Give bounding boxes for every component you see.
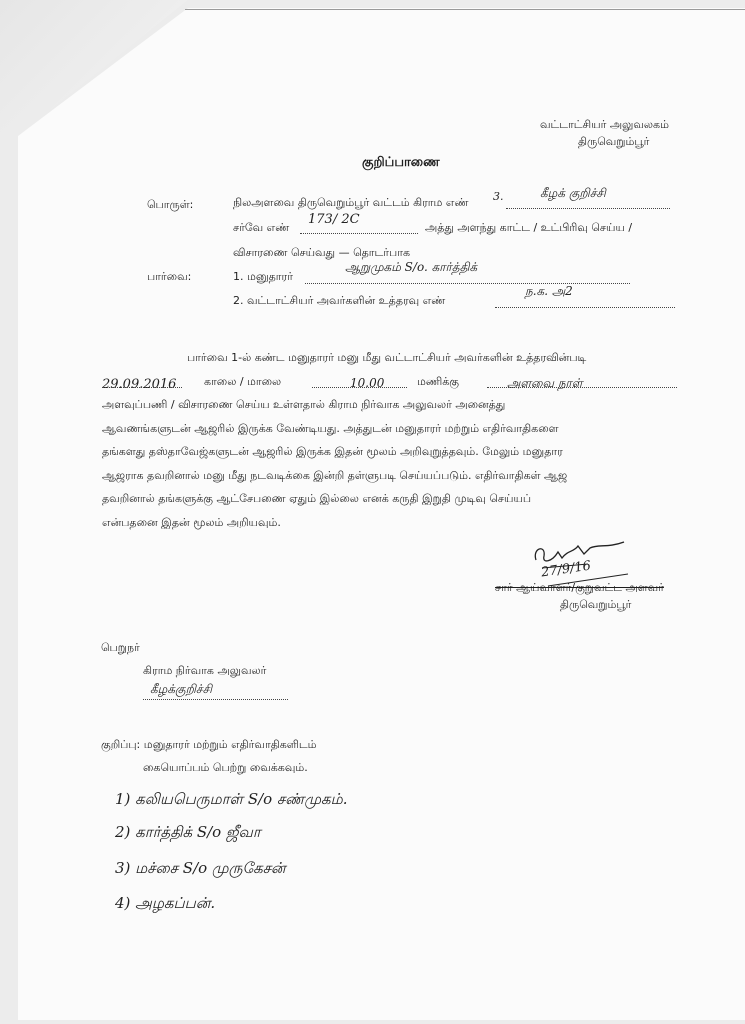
order-number: ந.க. அ2 — [525, 284, 573, 298]
note-line2: கையொப்பம் பெற்று வைக்கவும். — [143, 761, 308, 774]
hearing-date: 29.09.2016 — [102, 376, 177, 392]
body-line-5: தங்களது தஸ்தாவேஜ்களுடன் ஆஜரில் இருக்க இதன் மூலம் அறிவுறுத்தவும். மேலும் மனுதார — [102, 445, 563, 458]
survey-label: சர்வே எண் — [233, 221, 290, 234]
note-line1: குறிப்பு: மனுதாரர் மற்றும் எதிர்வாதிகளிடம் — [101, 738, 317, 751]
petitioner-dots — [305, 283, 630, 284]
order-dots — [495, 307, 675, 308]
body-line-1: பார்வை 1-ல் கண்ட மனுதாரர் மனு மீது வட்டாட்சியர் அவர்களின் உத்தரவின்படி — [187, 351, 587, 364]
hearing-place: அளவை நாள் — [507, 375, 583, 390]
signature-date: 27/9/16 — [540, 558, 592, 581]
reference-label: பார்வை: — [147, 270, 192, 283]
date-dots — [102, 387, 182, 388]
handwritten-item-1: 1) கலியபெருமாள் S/o சண்முகம். — [115, 790, 348, 808]
petitioner-name: ஆறுமுகம் S/o. கார்த்திக் — [345, 260, 478, 274]
recipient-label: பெறுநர் — [101, 641, 140, 654]
handwritten-item-3: 3) மச்சை S/o முருகேசன் — [115, 859, 286, 877]
signatory-place: திருவெறும்பூர் — [560, 598, 632, 611]
hearing-time: 10.00 — [350, 375, 385, 390]
village-name-dots — [506, 208, 670, 209]
recipient-line1: கிராம நிர்வாக அலுவலர் — [143, 664, 267, 677]
office-place: திருவெறும்பூர் — [578, 135, 650, 148]
village-number: 3. — [493, 190, 504, 203]
recipient-dots — [143, 699, 288, 700]
handwritten-item-4: 4) அழகப்பன். — [115, 894, 216, 912]
office-name: வட்டாட்சியர் அலுவலகம் — [540, 118, 669, 131]
subject-line2-suffix: அத்து அளந்து காட்ட / உட்பிரிவு செய்ய / — [425, 221, 633, 234]
reference-item1: 1. மனுதாரர் — [233, 270, 293, 283]
body-line-6: ஆஜராக தவறினால் மனு மீது நடவடிக்கை இன்றி தள்ளுபடி செய்யப்படும். எதிர்வாதிகள் ஆஜ — [102, 468, 568, 482]
hour-word: மணிக்கு — [417, 374, 459, 388]
body-line-7: தவறினால் தங்களுக்கு ஆட்சேபணை ஏதும் இல்லை எனக் கருதி இறுதி முடிவு செய்யப் — [102, 492, 532, 505]
survey-number: 173/ 2C — [308, 212, 360, 227]
document-title: குறிப்பாணை — [362, 155, 440, 170]
handwritten-item-2: 2) கார்த்திக் S/o ஜீவா — [115, 823, 261, 841]
body-line-2 — [102, 370, 677, 394]
subject-line1: நிலஅளவை திருவெறும்பூர் வட்டம் கிராம எண் — [233, 196, 469, 209]
subject-line3: விசாரணை செய்வது — தொடர்பாக — [233, 246, 411, 259]
recipient-village: கீழக்குறிச்சி — [150, 682, 212, 696]
survey-dots — [300, 233, 418, 234]
body-line-3: அளவுப்பணி / விசாரணை செய்ய உள்ளதால் கிராம நிர்வாக அலுவலர் அனைத்து — [102, 398, 506, 411]
village-name: கீழக் குறிச்சி — [540, 186, 606, 200]
body-line-4: ஆவணங்களுடன் ஆஜரில் இருக்க வேண்டியது. அத்துடன் மனுதாரர் மற்றும் எதிர்வாதிகளை — [102, 421, 559, 435]
top-edge-line — [185, 9, 745, 10]
body-paragraph — [102, 346, 677, 534]
subject-label: பொருள்: — [147, 198, 194, 211]
reference-item2: 2. வட்டாட்சியர் அவர்களின் உத்தரவு எண் — [233, 294, 446, 307]
signatory-designation: சார் ஆய்வாளர்/குறுவட்ட அளவர் — [495, 581, 664, 594]
time-slot: காலை / மாலை — [204, 374, 282, 388]
body-line-8: என்பதனை இதன் மூலம் அறியவும். — [102, 515, 281, 529]
